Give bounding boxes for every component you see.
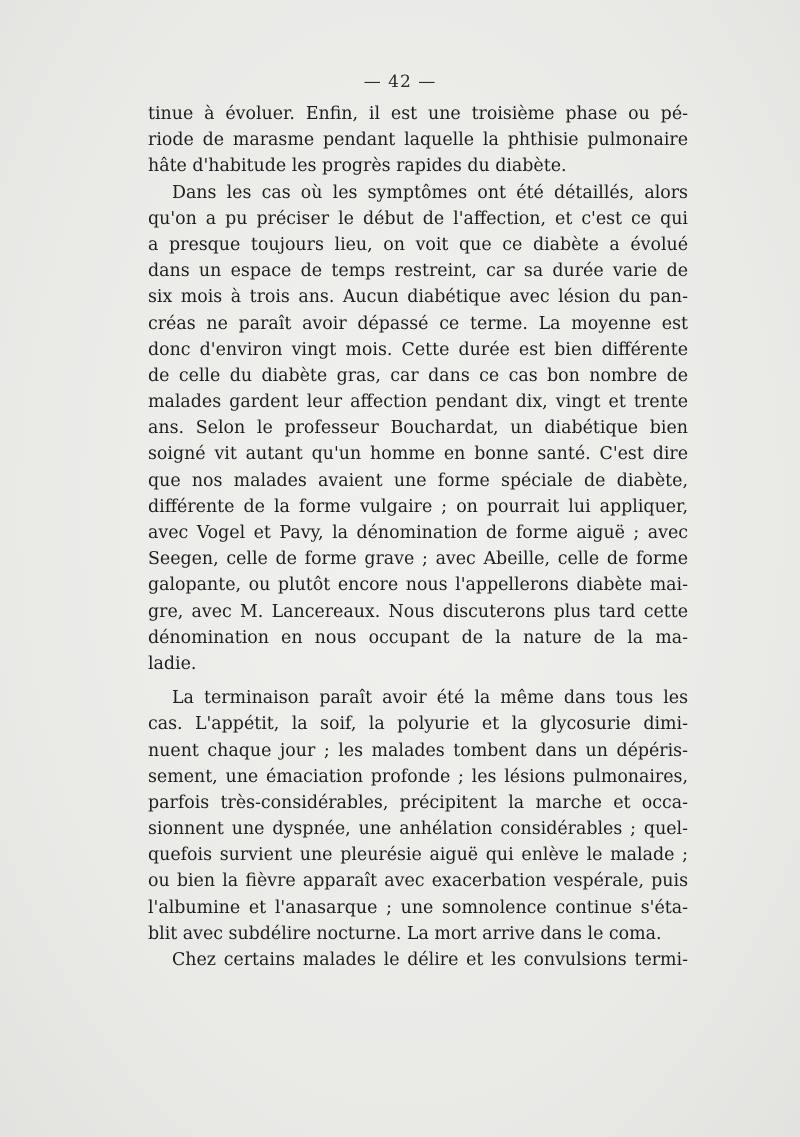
text-line: l'albumine et l'anasarque ; une somnolence continue s'éta- [148, 897, 688, 918]
text-line: nuent chaque jour ; les malades tombent dans un dépéris- [148, 740, 688, 761]
text-line: riode de marasme pendant laquelle la phthisie pulmonaire [148, 130, 688, 151]
text-line: qu'on a pu préciser le début de l'affection, et c'est ce qui [148, 208, 688, 229]
text-line: que nos malades avaient une forme spéciale de diabète, [148, 470, 688, 491]
text-line: Dans les cas où les symptômes ont été détaillés, alors [172, 182, 688, 203]
paragraph-1 [148, 101, 688, 180]
text-line: hâte d'habitude les progrès rapides du diabète. [148, 156, 567, 177]
text-line: créas ne paraît avoir dépassé ce terme. La moyenne est [148, 313, 688, 334]
text-line: sionnent une dyspnée, une anhélation considérables ; quel- [148, 819, 688, 840]
text-line: de celle du diabète gras, car dans ce cas bon nombre de [148, 365, 688, 386]
text-line: soigné vit autant qu'un homme en bonne santé. C'est dire [148, 444, 688, 465]
paragraph-4 [148, 947, 688, 973]
page-number: — 42 — [363, 72, 437, 92]
text-line: dénomination en nous occupant de la nature de la ma- [148, 627, 688, 648]
paragraph-gap [148, 677, 688, 685]
text-line: malades gardent leur affection pendant dix, vingt et trente [148, 392, 688, 413]
text-line: tinue à évoluer. Enfin, il est une troisième phase ou pé- [148, 104, 688, 124]
paragraph-3 [148, 685, 688, 947]
text-line: dans un espace de temps restreint, car sa durée varie de [148, 261, 688, 282]
text-line: différente de la forme vulgaire ; on pourrait lui appliquer, [148, 496, 688, 517]
text-line: La terminaison paraît avoir été la même dans tous les [172, 688, 688, 709]
text-line: a presque toujours lieu, on voit que ce diabète a évolué [148, 234, 688, 255]
text-line: avec Vogel et Pavy, la dénomination de forme aiguë ; avec [148, 523, 688, 543]
text-line: quefois survient une pleurésie aiguë qui enlève le malade ; [148, 845, 688, 866]
text-line: gre, avec M. Lancereaux. Nous discuterons plus tard cette [148, 601, 688, 622]
text-line: parfois très-considérables, précipitent la marche et occa- [148, 792, 688, 813]
text-line: ou bien la fièvre apparaît avec exacerbation vespérale, puis [148, 871, 688, 892]
text-line: six mois à trois ans. Aucun diabétique avec lésion du pan- [148, 287, 688, 308]
text-line: blit avec subdélire nocturne. La mort arrive dans le coma. [148, 923, 662, 944]
text-line: Seegen, celle de forme grave ; avec Abeille, celle de forme [148, 549, 688, 570]
text-line: sement, une émaciation profonde ; les lésions pulmonaires, [148, 766, 688, 787]
text-line: cas. L'appétit, la soif, la polyurie et la glycosurie dimi- [148, 714, 688, 735]
body-text [148, 101, 688, 973]
text-line: galopante, ou plutôt encore nous l'appellerons diabète mai- [148, 575, 688, 596]
text-line: donc d'environ vingt mois. Cette durée est bien différente [148, 339, 688, 360]
text-line: Chez certains malades le délire et les convulsions termi- [172, 950, 688, 970]
paragraph-2 [148, 180, 688, 678]
text-line: ans. Selon le professeur Bouchardat, un diabétique bien [148, 418, 688, 439]
text-line: ladie. [148, 653, 197, 674]
